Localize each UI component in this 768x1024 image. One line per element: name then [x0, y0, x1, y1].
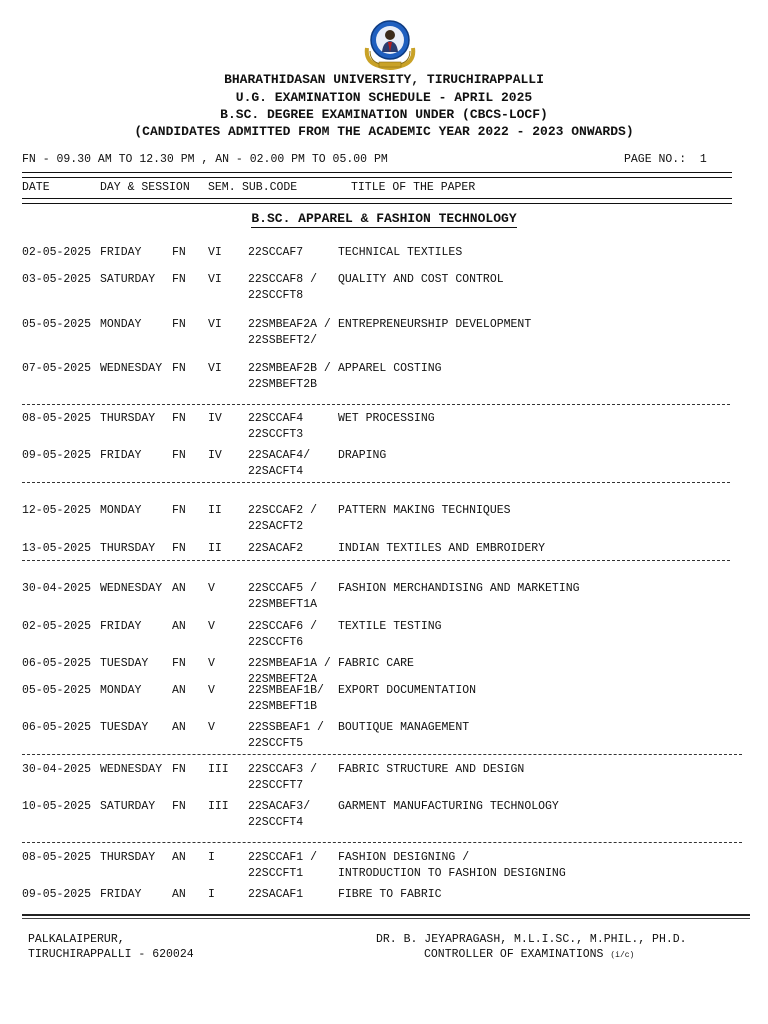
exam-session: AN	[172, 684, 186, 697]
exam-semester: I	[208, 851, 215, 864]
table-row	[22, 887, 722, 917]
exam-day: FRIDAY	[100, 620, 142, 633]
exam-date: 06-05-2025	[22, 657, 92, 670]
exam-day: WEDNESDAY	[100, 582, 163, 595]
exam-date: 09-05-2025	[22, 449, 92, 462]
exam-session: AN	[172, 721, 186, 734]
exam-session: FN	[172, 800, 186, 813]
signatory-designation: CONTROLLER OF EXAMINATIONS (i/c)	[424, 948, 635, 961]
double-rule	[22, 198, 732, 204]
university-logo	[361, 18, 419, 70]
paper-title: DRAPING	[338, 449, 387, 462]
paper-title: EXPORT DOCUMENTATION	[338, 684, 477, 697]
subject-code: 22SMBEAF1A / 22SMBEFT2A	[248, 657, 331, 686]
exam-date: 10-05-2025	[22, 800, 92, 813]
col-date: DATE	[22, 181, 50, 194]
table-row	[22, 361, 722, 391]
exam-semester: III	[208, 763, 229, 776]
exam-date: 06-05-2025	[22, 721, 92, 734]
degree-title: B.SC. DEGREE EXAMINATION UNDER (CBCS-LOCF)	[220, 107, 548, 122]
paper-title: WET PROCESSING	[338, 412, 435, 425]
exam-semester: II	[208, 542, 222, 555]
subject-code: 22SACAF1	[248, 888, 304, 901]
exam-day: WEDNESDAY	[100, 362, 163, 375]
table-row	[22, 720, 722, 750]
table-row	[22, 619, 722, 649]
exam-session: FN	[172, 542, 186, 555]
column-headers	[22, 181, 722, 195]
subject-code: 22SCCAF6 / 22SCCFT6	[248, 620, 318, 649]
table-row	[22, 656, 722, 686]
candidates-note: (CANDIDATES ADMITTED FROM THE ACADEMIC YEAR 2022 - 2023 ONWARDS)	[134, 124, 634, 139]
exam-date: 12-05-2025	[22, 504, 92, 517]
table-row	[22, 799, 722, 829]
exam-semester: I	[208, 888, 215, 901]
exam-day: THURSDAY	[100, 412, 156, 425]
exam-date: 13-05-2025	[22, 542, 92, 555]
exam-day: MONDAY	[100, 684, 142, 697]
paper-title: FIBRE TO FABRIC	[338, 888, 442, 901]
exam-session: FN	[172, 412, 186, 425]
paper-title: FASHION MERCHANDISING AND MARKETING	[338, 582, 580, 595]
exam-day: THURSDAY	[100, 542, 156, 555]
table-row	[22, 245, 722, 275]
paper-title: GARMENT MANUFACTURING TECHNOLOGY	[338, 800, 559, 813]
exam-semester: VI	[208, 362, 222, 375]
exam-session: FN	[172, 657, 186, 670]
exam-session: FN	[172, 273, 186, 286]
group-separator	[22, 842, 742, 843]
subject-code: 22SCCAF7	[248, 246, 304, 259]
subject-code: 22SCCAF3 / 22SCCFT7	[248, 763, 318, 792]
exam-semester: VI	[208, 318, 222, 331]
exam-semester: V	[208, 657, 215, 670]
exam-day: TUESDAY	[100, 657, 149, 670]
subject-code: 22SCCAF1 / 22SCCFT1	[248, 851, 318, 880]
col-sem: SEM.	[208, 181, 236, 194]
exam-date: 05-05-2025	[22, 684, 92, 697]
exam-semester: II	[208, 504, 222, 517]
group-separator	[22, 482, 730, 483]
paper-title: INDIAN TEXTILES AND EMBROIDERY	[338, 542, 546, 555]
subject-code: 22SMBEAF2B / 22SMBEFT2B	[248, 362, 331, 391]
paper-title: TEXTILE TESTING	[338, 620, 442, 633]
table-row	[22, 850, 722, 880]
paper-title: QUALITY AND COST CONTROL	[338, 273, 504, 286]
exam-session: FN	[172, 449, 186, 462]
subject-code: 22SCCAF5 / 22SMBEFT1A	[248, 582, 318, 611]
table-row	[22, 448, 722, 478]
exam-day: WEDNESDAY	[100, 763, 163, 776]
exam-day: FRIDAY	[100, 246, 142, 259]
subject-title: B.SC. APPAREL & FASHION TECHNOLOGY	[251, 211, 517, 226]
subject-code: 22SMBEAF1B/ 22SMBEFT1B	[248, 684, 324, 713]
exam-semester: V	[208, 582, 215, 595]
table-row	[22, 317, 722, 347]
table-row	[22, 411, 722, 441]
exam-semester: IV	[208, 449, 222, 462]
exam-semester: VI	[208, 246, 222, 259]
exam-date: 09-05-2025	[22, 888, 92, 901]
exam-semester: V	[208, 684, 215, 697]
university-name: BHARATHIDASAN UNIVERSITY, TIRUCHIRAPPALLI	[224, 72, 544, 87]
exam-semester: V	[208, 721, 215, 734]
table-row	[22, 581, 722, 611]
footer-rule	[22, 914, 750, 916]
paper-title: FASHION DESIGNING / INTRODUCTION TO FASHION DESIGNING	[338, 851, 566, 880]
table-row	[22, 762, 722, 792]
footer-rule	[22, 918, 750, 919]
schedule-title: U.G. EXAMINATION SCHEDULE - APRIL 2025	[235, 90, 533, 105]
subject-code: 22SACAF2	[248, 542, 304, 555]
col-day-session: DAY & SESSION	[100, 181, 190, 194]
exam-session: FN	[172, 318, 186, 331]
paper-title: PATTERN MAKING TECHNIQUES	[338, 504, 511, 517]
exam-day: SATURDAY	[100, 273, 156, 286]
exam-date: 30-04-2025	[22, 763, 92, 776]
paper-title: FABRIC CARE	[338, 657, 414, 670]
address-line-1: PALKALAIPERUR,	[28, 933, 125, 946]
exam-semester: VI	[208, 273, 222, 286]
signatory-name: DR. B. JEYAPRAGASH, M.L.I.SC., M.PHIL., PH.D.	[376, 933, 687, 946]
exam-day: FRIDAY	[100, 449, 142, 462]
exam-day: MONDAY	[100, 318, 142, 331]
session-timing: FN - 09.30 AM TO 12.30 PM , AN - 02.00 PM TO 05.00 PM	[22, 153, 388, 166]
exam-day: FRIDAY	[100, 888, 142, 901]
paper-title: APPAREL COSTING	[338, 362, 442, 375]
exam-day: THURSDAY	[100, 851, 156, 864]
exam-session: FN	[172, 362, 186, 375]
exam-day: MONDAY	[100, 504, 142, 517]
double-rule	[22, 172, 732, 178]
subject-code: 22SACAF4/ 22SACFT4	[248, 449, 311, 478]
group-separator	[22, 404, 730, 405]
paper-title: TECHNICAL TEXTILES	[338, 246, 463, 259]
col-title: TITLE OF THE PAPER	[351, 181, 476, 194]
exam-session: AN	[172, 888, 186, 901]
table-row	[22, 503, 722, 533]
paper-title: BOUTIQUE MANAGEMENT	[338, 721, 470, 734]
exam-date: 08-05-2025	[22, 412, 92, 425]
subject-code: 22SSBEAF1 / 22SCCFT5	[248, 721, 324, 750]
page-number: PAGE NO.: 1	[624, 153, 707, 166]
exam-date: 02-05-2025	[22, 246, 92, 259]
address-line-2: TIRUCHIRAPPALLI - 620024	[28, 948, 194, 961]
col-sub-code: SUB.CODE	[242, 181, 298, 194]
exam-semester: IV	[208, 412, 222, 425]
table-row	[22, 272, 722, 302]
exam-date: 03-05-2025	[22, 273, 92, 286]
exam-day: TUESDAY	[100, 721, 149, 734]
table-row	[22, 683, 722, 713]
paper-title: FABRIC STRUCTURE AND DESIGN	[338, 763, 525, 776]
exam-semester: V	[208, 620, 215, 633]
exam-date: 07-05-2025	[22, 362, 92, 375]
exam-session: FN	[172, 246, 186, 259]
exam-session: FN	[172, 504, 186, 517]
exam-session: AN	[172, 620, 186, 633]
subject-code: 22SCCAF2 / 22SACFT2	[248, 504, 318, 533]
subject-code: 22SACAF3/ 22SCCFT4	[248, 800, 311, 829]
exam-day: SATURDAY	[100, 800, 156, 813]
exam-session: AN	[172, 582, 186, 595]
exam-semester: III	[208, 800, 229, 813]
exam-date: 02-05-2025	[22, 620, 92, 633]
exam-date: 05-05-2025	[22, 318, 92, 331]
subject-code: 22SCCAF8 / 22SCCFT8	[248, 273, 318, 302]
exam-session: AN	[172, 851, 186, 864]
exam-session: FN	[172, 763, 186, 776]
exam-date: 08-05-2025	[22, 851, 92, 864]
paper-title: ENTREPRENEURSHIP DEVELOPMENT	[338, 318, 532, 331]
table-row	[22, 541, 722, 571]
subject-code: 22SCCAF4 22SCCFT3	[248, 412, 304, 441]
group-separator	[22, 560, 730, 561]
exam-date: 30-04-2025	[22, 582, 92, 595]
subject-code: 22SMBEAF2A / 22SSBEFT2/	[248, 318, 331, 347]
group-separator	[22, 754, 742, 755]
